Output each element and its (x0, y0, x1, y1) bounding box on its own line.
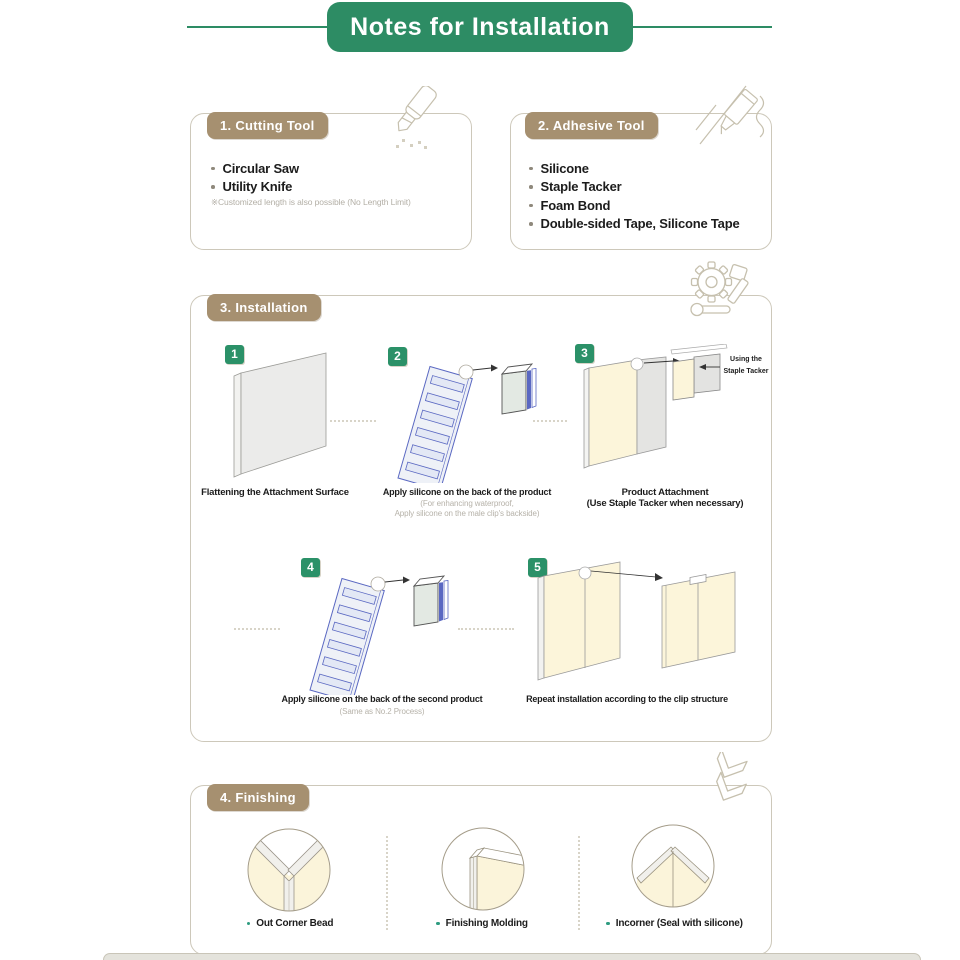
list-item-label: Staple Tacker (540, 179, 622, 195)
bullet-dot (211, 185, 215, 189)
silicone-tube-icon (694, 80, 774, 154)
step-divider (458, 628, 514, 630)
annotation-line: Staple Tacker (723, 367, 769, 375)
finishing-item-label: Incorner (Seal with silicone) (615, 918, 743, 929)
step-5-diagram (530, 556, 765, 691)
bullet-dot (606, 922, 610, 926)
list-item (529, 215, 740, 234)
bullet-dot (529, 167, 533, 171)
list-item (211, 159, 299, 178)
step-2-note-2: Apply silicone on the male clip's backside) (394, 509, 540, 518)
step-3-badge: 3 (575, 344, 594, 363)
step-divider (234, 628, 280, 630)
step-4-badge: 4 (301, 558, 320, 577)
out-corner-bead-diagram (246, 827, 332, 913)
step-5-badge: 5 (528, 558, 547, 577)
step-1-diagram (226, 346, 361, 481)
title-rule-left (187, 26, 327, 28)
page-title: Notes for Installation (327, 2, 633, 52)
list-item (529, 196, 740, 215)
cutting-tool-list (211, 159, 299, 196)
annotation-line: Using the (730, 356, 762, 363)
list-item-label: Silicone (540, 160, 589, 176)
step-3-annotation (720, 354, 772, 378)
finishing-molding-diagram (440, 826, 526, 912)
step-5-caption: Repeat installation according to the clip structure (526, 694, 728, 704)
list-item (529, 178, 740, 197)
utility-knife-icon (374, 86, 448, 152)
finishing-item-caption (412, 918, 552, 929)
step-4-caption: Apply silicone on the back of the second product (281, 694, 483, 704)
step-divider (330, 420, 376, 422)
list-item-label: Double-sided Tape, Silicone Tape (540, 216, 740, 232)
step-3-caption-2: (Use Staple Tacker when necessary) (586, 498, 744, 509)
bullet-dot (529, 222, 533, 226)
step-2-caption: Apply silicone on the back of the product (382, 487, 552, 497)
list-item (211, 178, 299, 197)
list-item-label: Utility Knife (222, 179, 293, 195)
incorner-diagram (630, 823, 716, 909)
adhesive-tool-header: 2. Adhesive Tool (525, 112, 658, 139)
step-4-diagram (296, 560, 471, 695)
finishing-item-caption (592, 918, 757, 929)
title-rule-right (633, 26, 772, 28)
finishing-item-label: Out Corner Bead (256, 918, 334, 929)
list-item-label: Foam Bond (540, 197, 611, 213)
step-1-caption: Flattening the Attachment Surface (201, 487, 349, 498)
finishing-divider (386, 836, 388, 930)
step-1-badge: 1 (225, 345, 244, 364)
list-item (529, 159, 740, 178)
bullet-dot (247, 922, 251, 926)
step-2-diagram (384, 348, 559, 483)
bullet-dot (211, 167, 215, 171)
cutting-tool-note: ※Customized length is also possible (No Length Limit) (211, 197, 411, 207)
bullet-dot (529, 204, 533, 208)
gear-wrench-icon (684, 256, 759, 322)
bullet-dot (436, 922, 440, 926)
finishing-header: 4. Finishing (207, 784, 309, 811)
finishing-item-label: Finishing Molding (445, 918, 528, 929)
finishing-divider (578, 836, 580, 930)
step-2-note-1: (For enhancing waterproof, (420, 499, 514, 508)
step-2-badge: 2 (388, 347, 407, 366)
next-section-edge (103, 953, 921, 960)
step-4-note: (Same as No.2 Process) (339, 707, 425, 716)
installation-header: 3. Installation (207, 294, 321, 321)
cutting-tool-header: 1. Cutting Tool (207, 112, 328, 139)
adhesive-tool-list (529, 159, 740, 233)
step-3-caption-1: Product Attachment (621, 487, 709, 498)
finishing-item-caption (225, 918, 355, 929)
bullet-dot (529, 185, 533, 189)
corner-trim-icon (700, 752, 758, 808)
step-divider (533, 420, 567, 422)
list-item-label: Circular Saw (222, 160, 299, 176)
